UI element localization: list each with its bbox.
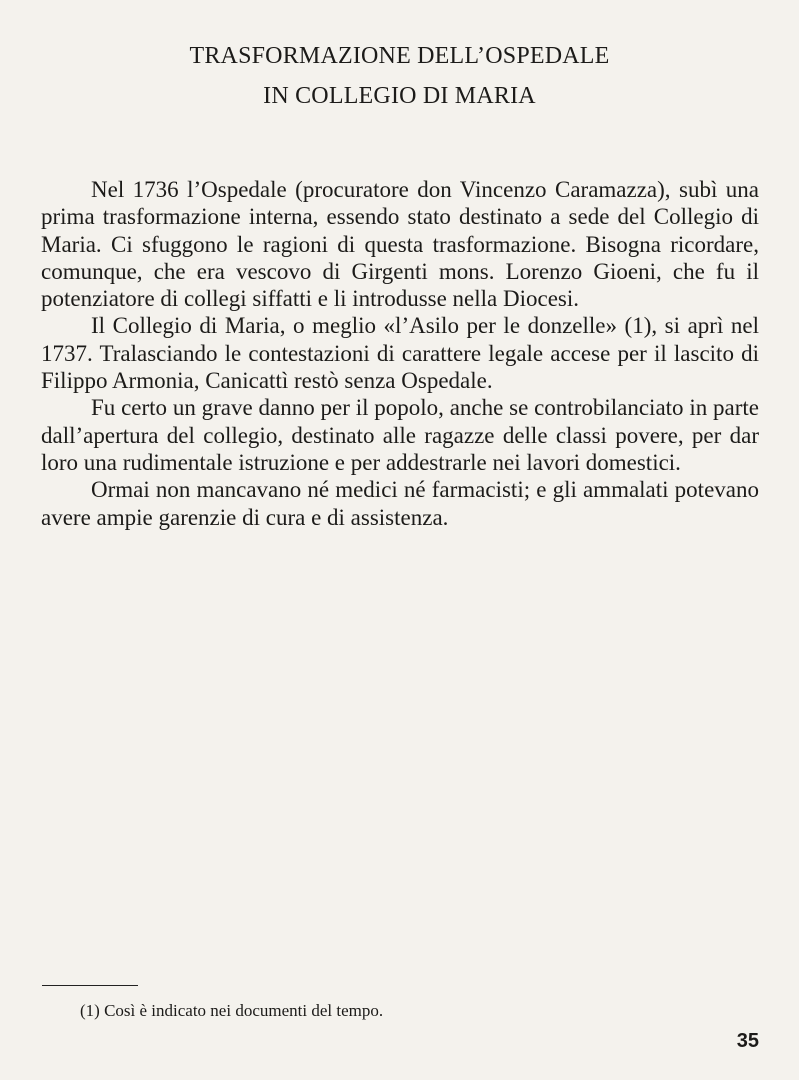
heading-line-1: TRASFORMAZIONE DELL’OSPEDALE xyxy=(189,43,610,69)
page-number: 35 xyxy=(736,1030,759,1052)
paragraph-3: Fu certo un grave danno per il popolo, anche se controbilanciato in parte dall’apertura del collegio, destinato alle ragazze delle classi povere, per dar loro una rudimentale istruzione e per addestrarle nei lavori domestici. xyxy=(41,395,759,475)
paragraph-1: Nel 1736 l’Ospedale (procuratore don Vincenzo Caramazza), subì una prima trasformazione interna, essendo stato destinato a sede del Collegio di Maria. Ci sfuggono le ragioni di questa trasformazione. Bisogna ricordare, comunque, che era vescovo di Girgenti mons. Lorenzo Gioeni, che fu il potenziatore di collegi siffatti e li introdusse nella Diocesi. xyxy=(41,177,759,312)
footnote: (1) Così è indicato nei documenti del tempo. xyxy=(80,1001,384,1020)
paragraph-2: Il Collegio di Maria, o meglio «l’Asilo per le donzelle» (1), si aprì nel 1737. Tralasciando le contestazioni di carattere legale accese per il lascito di Filippo Armonia, Canicattì restò senza Ospedale. xyxy=(41,313,759,394)
footnote-divider xyxy=(42,985,138,986)
paragraph-4: Ormai non mancavano né medici né farmacisti; e gli ammalati potevano avere ampie garenzie di cura e di assistenza. xyxy=(41,477,759,530)
chapter-heading xyxy=(0,36,799,116)
body-text xyxy=(41,176,759,531)
heading-line-2: IN COLLEGIO DI MARIA xyxy=(263,83,536,109)
